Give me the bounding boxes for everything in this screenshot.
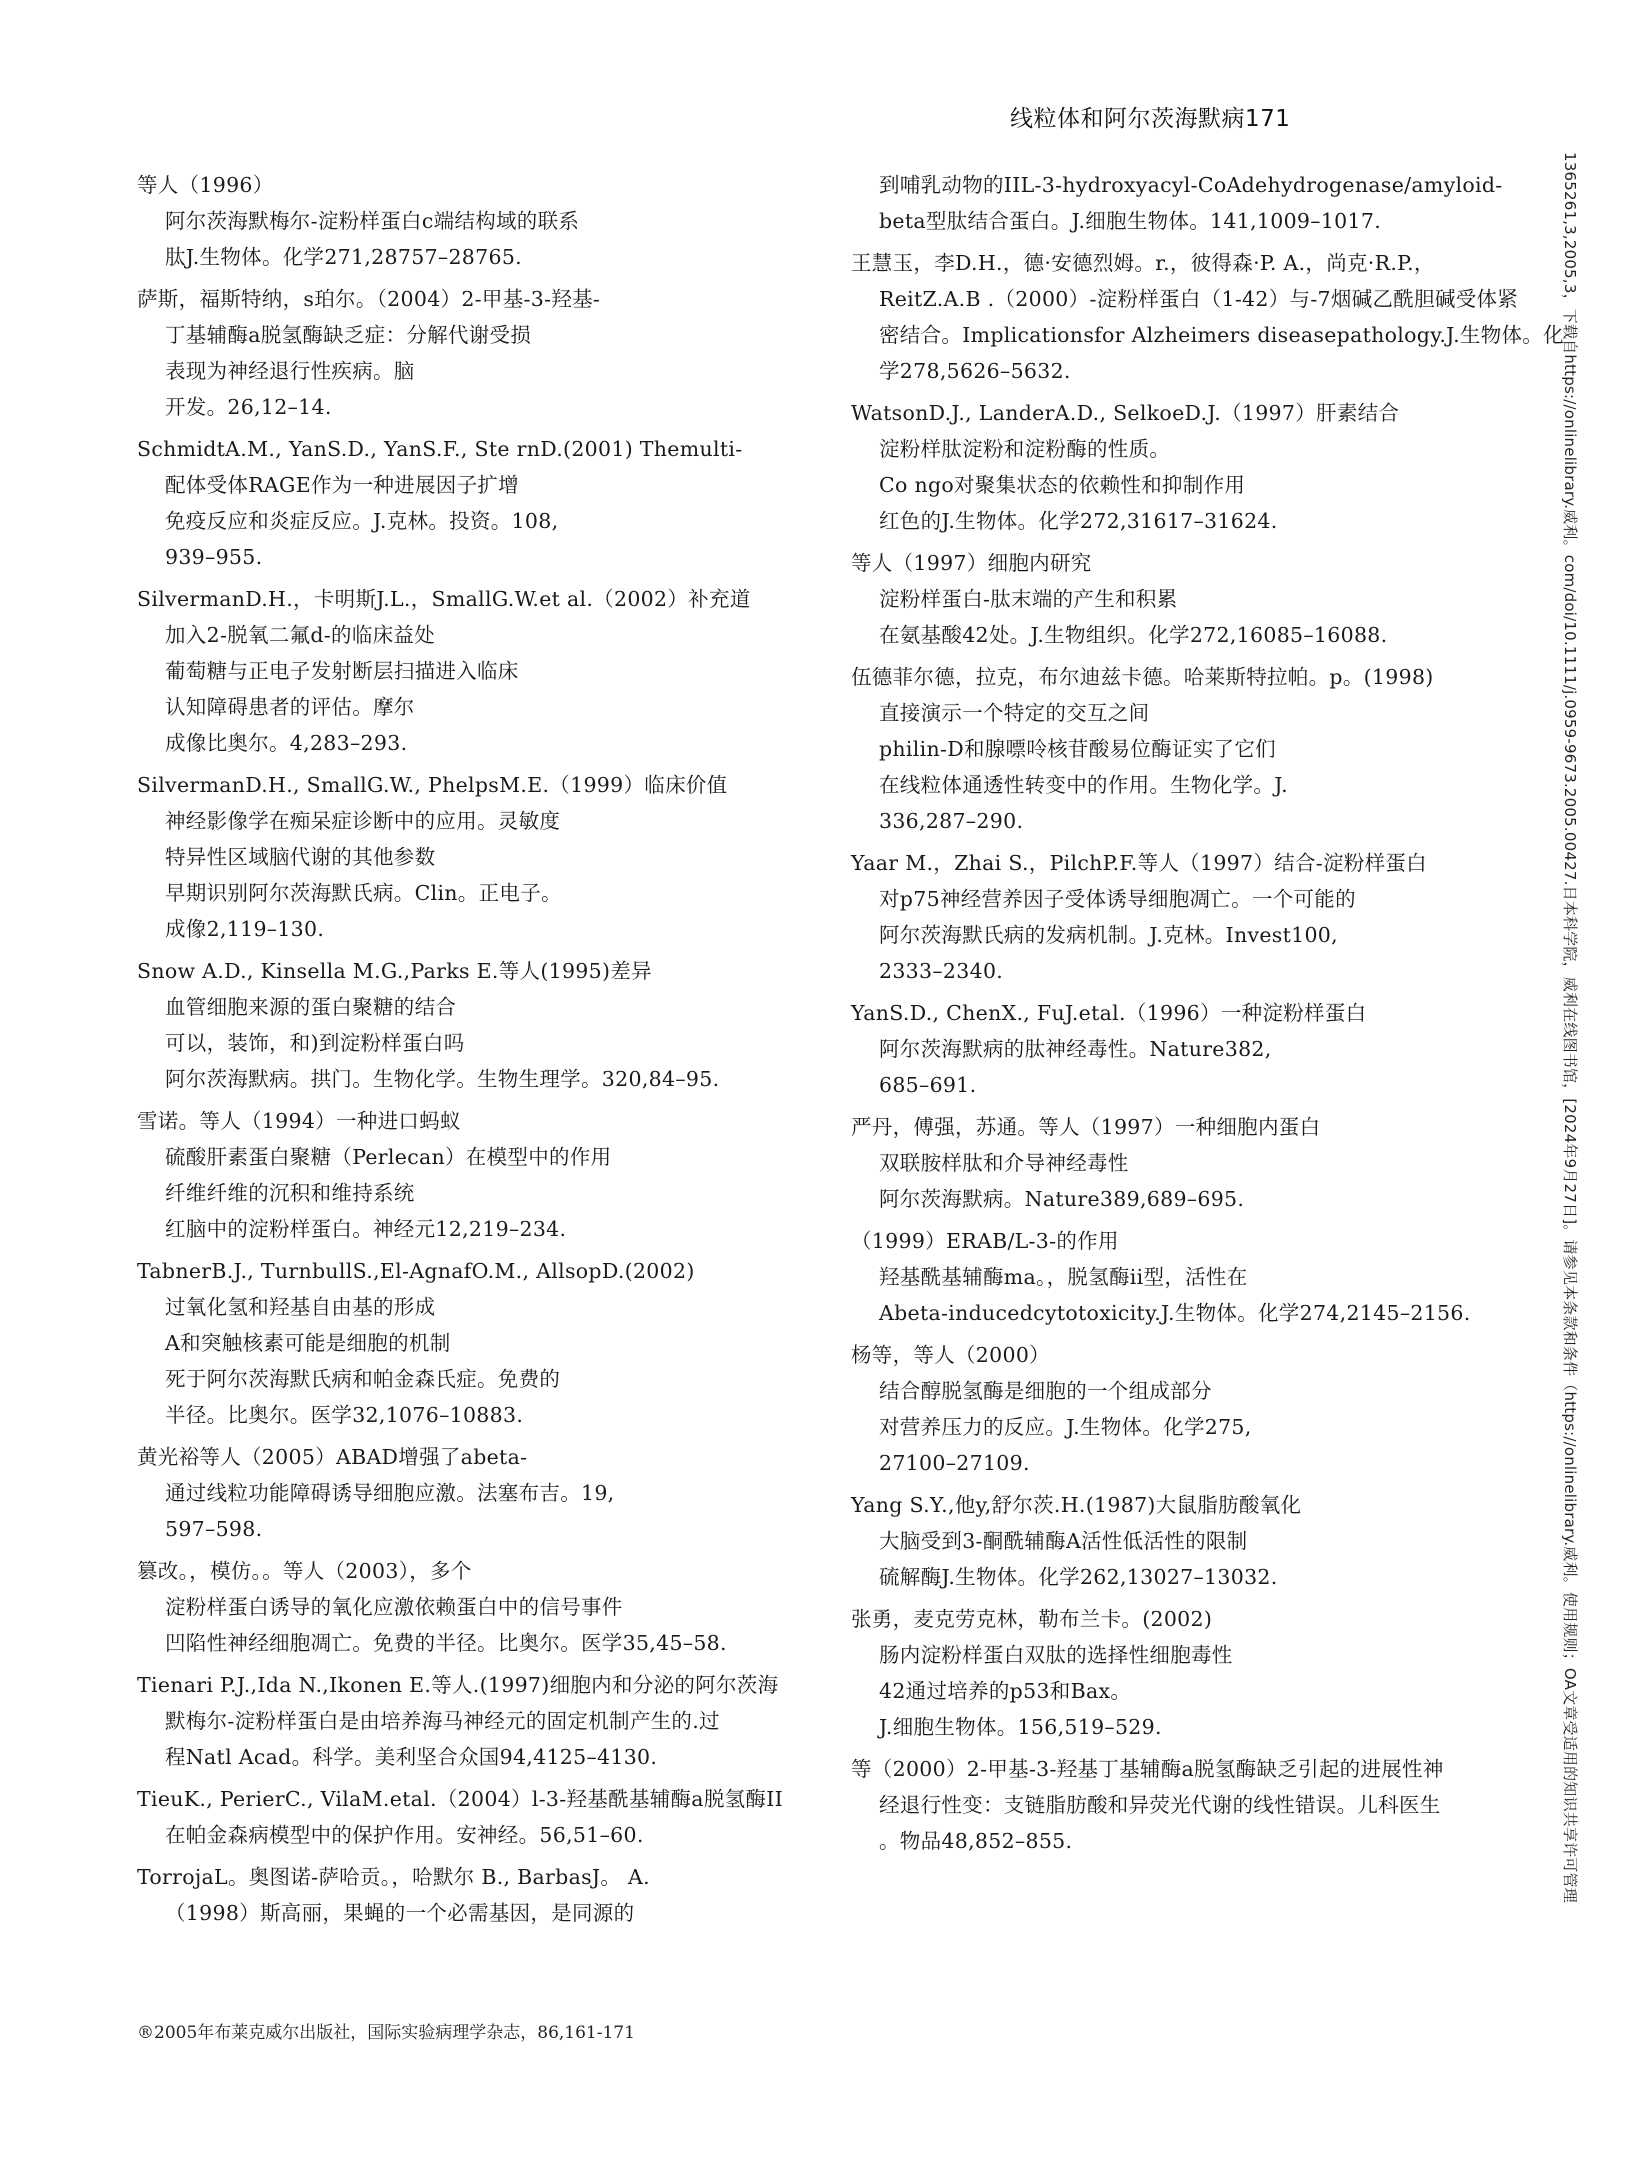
reference-entry-line: Snow A.D., Kinsella M.G.,Parks E.等人(1995)差异 (137, 959, 652, 983)
reference-continuation-line: 2333–2340. (879, 959, 1004, 983)
reference-continuation-line: 神经影像学在痴呆症诊断中的应用。灵敏度 (165, 809, 561, 833)
reference-entry-line: 杨等，等人（2000） (851, 1343, 1050, 1367)
reference-entry-line: 篡改。，模仿。。等人（2003），多个 (137, 1559, 472, 1583)
reference-entry-line: 等人（1996） (137, 173, 274, 197)
reference-continuation-line: 在线粒体通透性转变中的作用。生物化学。J. (879, 773, 1288, 797)
reference-entry-line: 张勇，麦克劳克林，勒布兰卡。(2002) (851, 1607, 1213, 1631)
reference-continuation-line: 597–598. (165, 1517, 263, 1541)
reference-entry-line: 雪诺。等人（1994）一种进口蚂蚁 (137, 1109, 461, 1133)
reference-continuation-line: 阿尔茨海默病的肽神经毒性。Nature382, (879, 1037, 1272, 1061)
reference-entry-line: Yaar M.，Zhai S.，PilchP.F.等人（1997）结合-淀粉样蛋白 (851, 851, 1427, 875)
reference-continuation-line: 程Natl Acad。科学。美利坚合众国94,4125–4130. (165, 1745, 658, 1769)
reference-continuation-line: 在氨基酸42处。J.生物组织。化学272,16085–16088. (879, 623, 1388, 647)
reference-continuation-line: 肠内淀粉样蛋白双肽的选择性细胞毒性 (879, 1643, 1233, 1667)
reference-continuation-line: 学278,5626–5632. (879, 359, 1071, 383)
reference-continuation-line: 加入2-脱氧二氟d-的临床益处 (165, 623, 436, 647)
reference-entry-line: 严丹，傅强，苏通。等人（1997）一种细胞内蛋白 (851, 1115, 1321, 1139)
reference-continuation-line: Abeta-inducedcytotoxicity.J.生物体。化学274,2145–2156. (879, 1301, 1471, 1325)
reference-continuation-line: 红色的J.生物体。化学272,31617–31624. (879, 509, 1278, 533)
reference-entry-line: Tienari P.J.,Ida N.,Ikonen E.等人.(1997)细胞内和分泌的阿尔茨海 (137, 1673, 779, 1697)
reference-continuation-line: 早期识别阿尔茨海默氏病。Clin。正电子。 (165, 881, 562, 905)
reference-continuation-line: ReitZ.A.B .（2000）-淀粉样蛋白（1-42）与-7烟碱乙酰胆碱受体紧 (879, 287, 1519, 311)
reference-continuation-line: 27100–27109. (879, 1451, 1030, 1475)
copyright-footer: ®2005年布莱克威尔出版社，国际实验病理学杂志，86,161-171 (137, 2023, 635, 2043)
reference-continuation-line: 结合醇脱氢酶是细胞的一个组成部分 (879, 1379, 1212, 1403)
reference-continuation-line: 表现为神经退行性疾病。脑 (165, 359, 415, 383)
reference-continuation-line: 336,287–290. (879, 809, 1024, 833)
reference-continuation-line: 死于阿尔茨海默氏病和帕金森氏症。免费的 (165, 1367, 561, 1391)
reference-continuation-line: 认知障碍患者的评估。摩尔 (165, 695, 415, 719)
reference-entry-line: YanS.D., ChenX., FuJ.etal.（1996）一种淀粉样蛋白 (851, 1001, 1367, 1025)
reference-continuation-line: A和突触核素可能是细胞的机制 (165, 1331, 451, 1355)
reference-continuation-line: Co ngo对聚集状态的依赖性和抑制作用 (879, 473, 1246, 497)
reference-continuation-line: 硫解酶J.生物体。化学262,13027–13032. (879, 1565, 1278, 1589)
reference-entry-line: 王慧玉，李D.H.，德·安德烈姆。r.，彼得森·P. A.，尚克·R.P.， (851, 251, 1435, 275)
reference-continuation-line: 双联胺样肽和介导神经毒性 (879, 1151, 1129, 1175)
reference-continuation-line: 成像比奥尔。4,283–293. (165, 731, 408, 755)
reference-entry-line: 伍德菲尔德，拉克，布尔迪兹卡德。哈莱斯特拉帕。p。(1998) (851, 665, 1434, 689)
reference-continuation-line: 配体受体RAGE作为一种进展因子扩增 (165, 473, 519, 497)
reference-continuation-line: 半径。比奥尔。医学32,1076–10883. (165, 1403, 524, 1427)
reference-entry-line: 等（2000）2-甲基-3-羟基丁基辅酶a脱氢酶缺乏引起的进展性神 (851, 1757, 1444, 1781)
reference-continuation-line: 到哺乳动物的IIL-3-hydroxyacyl-CoAdehydrogenase/amyloid- (879, 173, 1503, 197)
reference-continuation-line: 42通过培养的p53和Bax。 (879, 1679, 1132, 1703)
reference-continuation-line: 939–955. (165, 545, 263, 569)
reference-continuation-line: J.细胞生物体。156,519–529. (879, 1715, 1162, 1739)
reference-entry-line: 黄光裕等人（2005）ABAD增强了abeta- (137, 1445, 528, 1469)
reference-continuation-line: 密结合。Implicationsfor Alzheimers diseasepathology.J.生物体。化 (879, 323, 1564, 347)
reference-entry-line: TorrojaL。奥图诺-萨哈贡。，哈默尔 B., BarbasJ。 A. (137, 1865, 650, 1889)
reference-continuation-line: 血管细胞来源的蛋白聚糖的结合 (165, 995, 457, 1019)
running-head: 线粒体和阿尔茨海默病171 (1010, 106, 1291, 132)
reference-continuation-line: 凹陷性神经细胞凋亡。免费的半径。比奥尔。医学35,45–58. (165, 1631, 727, 1655)
reference-continuation-line: 可以，装饰，和)到淀粉样蛋白吗 (165, 1031, 465, 1055)
reference-entry-line: （1999）ERAB/L-3-的作用 (851, 1229, 1119, 1253)
reference-entry-line: WatsonD.J., LanderA.D., SelkoeD.J.（1997）肝素结合 (851, 401, 1400, 425)
reference-continuation-line: 丁基辅酶a脱氢酶缺乏症：分解代谢受损 (165, 323, 532, 347)
reference-continuation-line: 肽J.生物体。化学271,28757–28765. (165, 245, 522, 269)
references-right-column (851, 167, 1564, 1859)
reference-continuation-line: 红脑中的淀粉样蛋白。神经元12,219–234. (165, 1217, 567, 1241)
reference-continuation-line: beta型肽结合蛋白。J.细胞生物体。141,1009–1017. (879, 209, 1382, 233)
reference-continuation-line: 成像2,119–130. (165, 917, 325, 941)
reference-continuation-line: 纤维纤维的沉积和维持系统 (165, 1181, 415, 1205)
reference-entry-line: SchmidtA.M., YanS.D., YanS.F., Ste rnD.(2001) Themulti- (137, 437, 743, 461)
download-notice: 1365261,3,2005,3，下载自https://onlinelibrary.威利。com/doi/10.1111/j.0959-9673.2005.00427.日本科学院，威利在线图书馆，[2024年9月27日]。请参见本条款和条件（https://onlinelibrary.威利。使用规则；OA文章受适用的知识共享许可管理 (1561, 152, 1579, 1903)
reference-entry-line: 萨斯，福斯特纳，s珀尔。（2004）2-甲基-3-羟基- (137, 287, 601, 311)
reference-entry-line: Yang S.Y.,他y,舒尔茨.H.(1987)大鼠脂肪酸氧化 (851, 1493, 1302, 1517)
reference-continuation-line: 对营养压力的反应。J.生物体。化学275, (879, 1415, 1252, 1439)
reference-continuation-line: （1998）斯高丽，果蝇的一个必需基因，是同源的 (165, 1901, 635, 1925)
reference-continuation-line: 大脑受到3-酮酰辅酶A活性低活性的限制 (879, 1529, 1248, 1553)
reference-continuation-line: 淀粉样蛋白诱导的氧化应激依赖蛋白中的信号事件 (165, 1595, 623, 1619)
reference-continuation-line: 通过线粒功能障碍诱导细胞应激。法塞布吉。19, (165, 1481, 615, 1505)
reference-continuation-line: 。物品48,852–855. (879, 1829, 1073, 1853)
reference-continuation-line: 685–691. (879, 1073, 977, 1097)
reference-entry-line: TabnerB.J., TurnbullS.,El-AgnafO.M., AllsopD.(2002) (137, 1259, 695, 1283)
reference-continuation-line: 硫酸肝素蛋白聚糖（Perlecan）在模型中的作用 (165, 1145, 612, 1169)
reference-continuation-line: 特异性区域脑代谢的其他参数 (165, 845, 436, 869)
reference-continuation-line: 阿尔茨海默病。拱门。生物化学。生物生理学。320,84–95. (165, 1067, 720, 1091)
reference-entry-line: SilvermanD.H., SmallG.W., PhelpsM.E.（1999）临床价值 (137, 773, 728, 797)
reference-continuation-line: 淀粉样肽淀粉和淀粉酶的性质。 (879, 437, 1171, 461)
reference-entry-line: 等人（1997）细胞内研究 (851, 551, 1092, 575)
reference-continuation-line: 羟基酰基辅酶ma。，脱氢酶ii型，活性在 (879, 1265, 1248, 1289)
reference-continuation-line: 免疫反应和炎症反应。J.克林。投资。108, (165, 509, 559, 533)
reference-continuation-line: 葡萄糖与正电子发射断层扫描进入临床 (165, 659, 519, 683)
reference-continuation-line: 阿尔茨海默氏病的发病机制。J.克林。Invest100, (879, 923, 1338, 947)
reference-entry-line: SilvermanD.H.，卡明斯J.L.，SmallG.W.et al.（2002）补充道 (137, 587, 751, 611)
reference-continuation-line: 对p75神经营养因子受体诱导细胞凋亡。一个可能的 (879, 887, 1356, 911)
reference-continuation-line: 开发。26,12–14. (165, 395, 332, 419)
reference-continuation-line: 经退行性变：支链脂肪酸和异荧光代谢的线性错误。儿科医生 (879, 1793, 1441, 1817)
reference-entry-line: TieuK., PerierC., VilaM.etal.（2004）l-3-羟基酰基辅酶a脱氢酶II (137, 1787, 784, 1811)
reference-continuation-line: philin-D和腺嘌呤核苷酸易位酶证实了它们 (879, 737, 1276, 761)
references-left-column (137, 167, 827, 1931)
reference-continuation-line: 在帕金森病模型中的保护作用。安神经。56,51–60. (165, 1823, 644, 1847)
reference-continuation-line: 阿尔茨海默梅尔-淀粉样蛋白c端结构域的联系 (165, 209, 580, 233)
reference-continuation-line: 淀粉样蛋白-肽末端的产生和积累 (879, 587, 1178, 611)
reference-continuation-line: 过氧化氢和羟基自由基的形成 (165, 1295, 436, 1319)
reference-continuation-line: 直接演示一个特定的交互之间 (879, 701, 1150, 725)
reference-continuation-line: 默梅尔-淀粉样蛋白是由培养海马神经元的固定机制产生的.过 (165, 1709, 720, 1733)
reference-continuation-line: 阿尔茨海默病。Nature389,689–695. (879, 1187, 1245, 1211)
